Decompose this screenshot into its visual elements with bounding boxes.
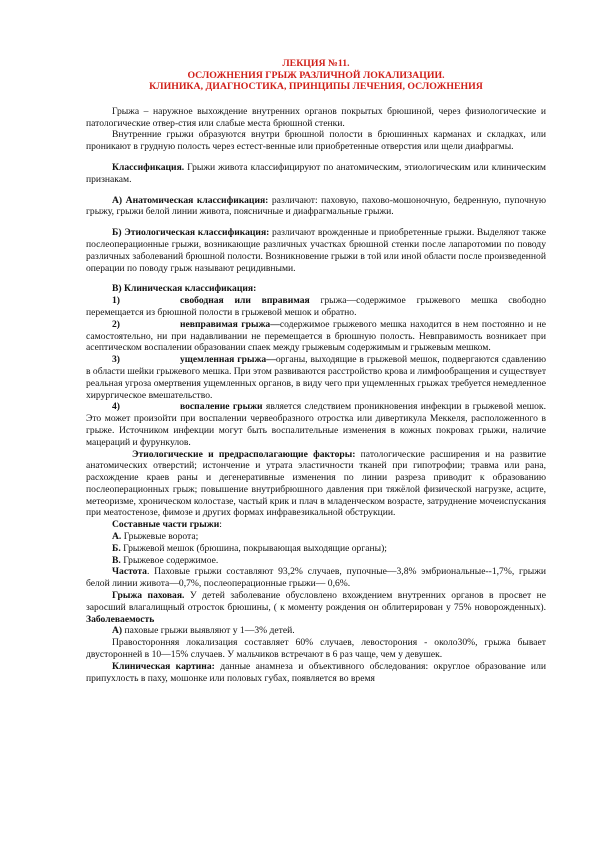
frequency-paragraph: Частота. Паховые грыжи составляют 93,2% случаев, пупочные—3,8% эмбриональные--1,7%, грыжи белой линии живота—0,7%, послеоперационные грыжи— 0,6%. — [86, 566, 546, 590]
intro-paragraph-2: Внутренние грыжи образуются внутри брюшной полости в брюшинных карманах и складках, или проникают в грудную полость через естест-венные или приобретенные отверстия или щели диафрагмы. — [86, 129, 546, 153]
clinical-item-2: 2) невправимая грыжа—содержимое грыжевого мешка находится в нем постоянно и не самостоятельно, ни при надавливании не перемещается в брюшную полость. Невправимость возникает при асептическом воспалении образовании спаек между грыжевым содержимым и грыжевым мешком. — [86, 318, 546, 354]
clinical-classification-heading: В) Клиническая классификация: — [112, 283, 257, 295]
factors-label: Этиологические и предрасполагающие факторы: — [132, 448, 356, 460]
anatomical-paragraph — [86, 195, 546, 219]
etiological-paragraph — [86, 227, 546, 274]
factors-paragraph — [86, 449, 546, 520]
lecture-title: ОСЛОЖНЕНИЯ ГРЫЖ РАЗЛИЧНОЙ ЛОКАЛИЗАЦИИ. — [187, 69, 445, 81]
lecture-header — [86, 58, 546, 93]
clinical-item-1: 1) свободная или вправимая грыжа—содержимое грыжевого мешка свободно перемещается из брюшной полости в грыжевой мешок и обратно. — [86, 295, 546, 318]
etiological-label: Б) Этиологическая классификация: — [112, 227, 270, 239]
clinical-picture-paragraph: Клиническая картина: данные анамнеза и объективного обследования: округлое образование или припухлость в паху, мошонке или половых губах, появляется во время — [86, 660, 546, 684]
inguinal-hernia-paragraph: Грыжа паховая. У детей заболевание обусловлено вхождением внутренних органов в просвет не заросший влагалищный отросток брюшины, ( к моменту рождения он облитерирован у 75% новорожденных). Заболеваемость — [86, 590, 546, 625]
factors-text: патологические расширения и на развитие анатомических отверстий; истончение и утрата эластичности тканей при гипотрофии; травма или рана, расхождение краев раны и дегенеративные изменения по линии разреза приводит к образованию послеоперационных грыж; повышение внутрибрюшного давления при тяжёлой физической нагрузке, асците, метеоризме, хроническом колостазе, частый крик и плач в младенческом возрасте, затруднение мочеиспускания при меатостенозе, фимозе и других формах инфравезикальной обструкции. — [86, 448, 546, 519]
anatomical-text: различают: паховую, пахово-мошоночную, бедренную, пупочную грыжу, грыжи белой линии живота, поясничные и диафрагмальные грыжи. — [86, 194, 546, 218]
clinical-item-3: 3) ущемленная грыжа—органы, выходящие в грыжевой мешок, подвергаются сдавлению в области шейки грыжевого мешка. При этом развиваются расстройство крова и лимфообращения и существует реальная угроза омертвения ущемленных органов, в виду чего при ущемленных грыжах требуется немедленное хирургическое вмешательство. — [86, 354, 547, 401]
clinical-item-4: 4) воспаление грыжи является следствием проникновения инфекции в грыжевой мешок. Это может произойти при воспалении червеобразного отростка или дивертикула Меккеля, расположенного в грыже. Источником инфекции могут быть воспалительные изменения в кожных покровах грыжи, наличие мацераций и фурункулов. — [86, 401, 546, 448]
etiological-text: различают врожденные и приобретенные грыжи. Выделяют также послеоперационные грыжи, возникающие различных участках брюшной стенки после лапаротомии по поводу различных заболеваний брюшной полости. Возникновение грыжи в той или иной области после произведенной операции по поводу грыж называют рецидивными. — [86, 227, 546, 274]
incidence-paragraph-1: А) паховые грыжи выявляют у 1—3% детей. — [112, 625, 295, 637]
anatomical-label: А) Анатомическая классификация: — [112, 194, 269, 206]
intro-paragraph-1: Грыжа – наружное выхождение внутренних органов покрытых брюшиной, через физиологические и патологические отвер-стия или слабые места брюшной стенки. — [86, 105, 546, 129]
incidence-paragraph-2: Правосторонняя локализация составляет 60% случаев, левосторония - около30%, грыжа бывает двусторонней в 10—15% случаев. У мальчиков встречают в 6 раз чаще, чем у девушек. — [86, 637, 546, 661]
parts-heading: Составные части грыжи: — [112, 519, 222, 531]
classification-paragraph — [86, 162, 546, 186]
classification-label: Классификация. — [112, 161, 185, 173]
parts-item-c: В. Грыжевое содержимое. — [112, 554, 219, 566]
lecture-subtitle: КЛИНИКА, ДИАГНОСТИКА, ПРИНЦИПЫ ЛЕЧЕНИЯ, ОСЛОЖНЕНИЯ — [149, 81, 483, 93]
lecture-number: ЛЕКЦИЯ №11. — [282, 58, 350, 69]
parts-item-b: Б. Грыжевой мешок (брюшина, покрывающая выходящие органы); — [112, 542, 387, 554]
classification-text: Грыжи живота классифицируют по анатомическим, этиологическим или клиническим признакам. — [86, 161, 546, 185]
parts-item-a: А. Грыжевые ворота; — [112, 531, 199, 543]
